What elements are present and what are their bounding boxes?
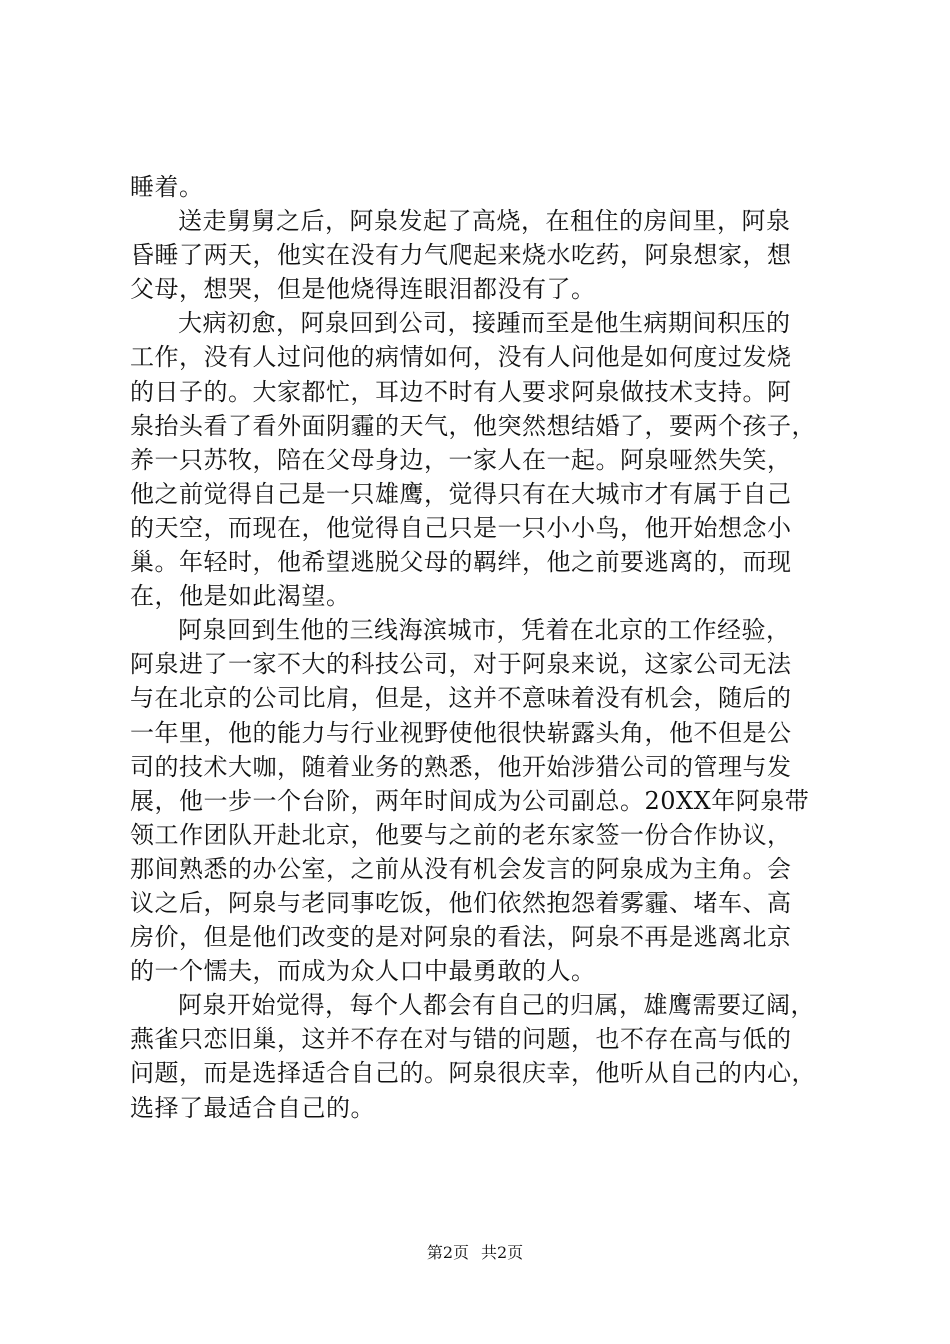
text-line: 选择了最适合自己的。 — [130, 1093, 375, 1122]
text-line: 他之前觉得自己是一只雄鹰，觉得只有在大城市才有属于自己 — [130, 479, 792, 508]
text-line: 父母，想哭，但是他烧得连眼泪都没有了。 — [130, 275, 596, 304]
text-line: 领工作团队开赴北京，他要与之前的老东家签一份合作协议， — [130, 820, 792, 849]
text-line: 展，他一步一个台阶，两年时间成为公司副总。20XX年阿泉带 — [130, 786, 810, 815]
text-line: 的天空，而现在，他觉得自己只是一只小小鸟，他开始想念小 — [130, 513, 792, 542]
text-line: 那间熟悉的办公室，之前从没有机会发言的阿泉成为主角。会 — [130, 854, 792, 883]
text-line: 与在北京的公司比肩，但是，这并不意味着没有机会，随后的 — [130, 684, 792, 713]
text-line: 昏睡了两天，他实在没有力气爬起来烧水吃药，阿泉想家，想 — [130, 241, 792, 270]
text-line: 在，他是如此渴望。 — [130, 582, 351, 611]
paragraph-first-line: 阿泉开始觉得，每个人都会有自己的归属，雄鹰需要辽阔， — [178, 991, 815, 1020]
text-line: 阿泉进了一家不大的科技公司，对于阿泉来说，这家公司无法 — [130, 650, 792, 679]
article-body — [130, 170, 842, 1125]
text-line: 巢。年轻时，他希望逃脱父母的羁绊，他之前要逃离的，而现 — [130, 548, 792, 577]
page-total: 共2页 — [481, 1243, 524, 1262]
text-line: 泉抬头看了看外面阴霾的天气，他突然想结婚了，要两个孩子， — [130, 411, 816, 440]
text-line: 睡着。 — [130, 173, 204, 201]
text-line: 的一个懦夫，而成为众人口中最勇敢的人。 — [130, 957, 596, 986]
paragraph-first-line: 阿泉回到生他的三线海滨城市，凭着在北京的工作经验， — [178, 616, 791, 645]
text-line: 工作，没有人过问他的病情如何，没有人问他是如何度过发烧 — [130, 343, 792, 372]
paragraph-first-line: 送走舅舅之后，阿泉发起了高烧，在租住的房间里，阿泉 — [178, 207, 791, 236]
text-line: 养一只苏牧，陪在父母身边，一家人在一起。阿泉哑然失笑， — [130, 445, 792, 474]
page-number: 第2页 — [426, 1243, 469, 1262]
text-line: 问题，而是选择适合自己的。阿泉很庆幸，他听从自己的内心， — [130, 1059, 816, 1088]
text-line: 的日子的。大家都忙，耳边不时有人要求阿泉做技术支持。阿 — [130, 377, 792, 406]
page-footer — [0, 1242, 950, 1264]
text-line: 燕雀只恋旧巢，这并不存在对与错的问题，也不存在高与低的 — [130, 1025, 792, 1054]
paragraph-first-line: 大病初愈，阿泉回到公司，接踵而至是他生病期间积压的 — [178, 309, 791, 338]
text-line: 一年里，他的能力与行业视野使他很快崭露头角，他不但是公 — [130, 718, 792, 747]
text-line: 司的技术大咖，随着业务的熟悉，他开始涉猎公司的管理与发 — [130, 752, 792, 781]
text-line: 房价，但是他们改变的是对阿泉的看法，阿泉不再是逃离北京 — [130, 923, 792, 952]
text-line: 议之后，阿泉与老同事吃饭，他们依然抱怨着雾霾、堵车、高 — [130, 888, 792, 917]
